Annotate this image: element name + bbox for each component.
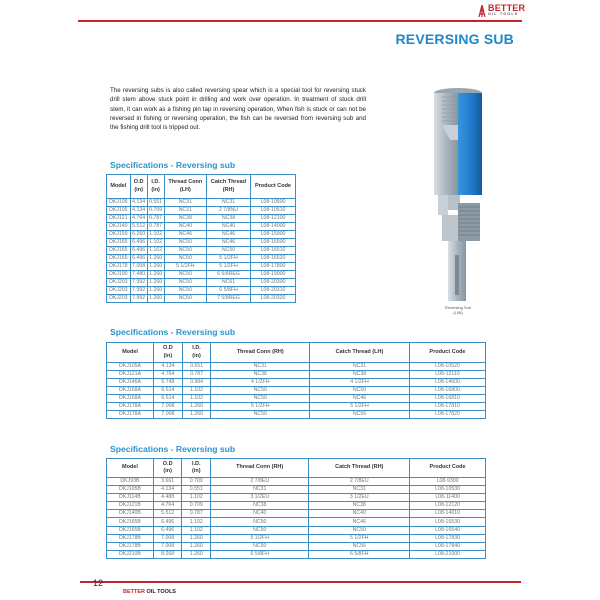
brand-logo — [478, 2, 525, 18]
table-cell: L08-12110 — [409, 371, 485, 379]
table-cell: 1.102 — [182, 395, 211, 403]
table-cell: NC31 — [164, 207, 206, 215]
caption-line1: Reversing Sub — [444, 305, 472, 310]
table-row — [107, 542, 486, 550]
column-header: Product Code — [250, 175, 295, 199]
table-cell: NC46 — [207, 231, 251, 239]
table-row — [107, 215, 296, 223]
table-cell: DKJ114B — [107, 494, 154, 502]
table-cell: 4 1/2FH — [211, 379, 310, 387]
table-cell: 5 1/2FH — [309, 534, 410, 542]
table-cell: L08-10500 — [250, 199, 295, 207]
table-cell: NC50 — [164, 239, 206, 247]
table-cell: DKJ168A — [107, 387, 154, 395]
spec-table-3 — [106, 458, 486, 559]
table-cell: NC50 — [164, 287, 206, 295]
table-cell: L08-17810 — [409, 403, 485, 411]
table-cell: 1.260 — [182, 403, 211, 411]
footer-brand — [123, 589, 176, 595]
table-cell: 5 1/2FH — [211, 534, 309, 542]
table-cell: 1.260 — [182, 550, 211, 558]
table-cell: DKJ121 — [107, 215, 131, 223]
table-cell: 7 5/8REG — [207, 295, 251, 303]
table-cell: 0.551 — [182, 486, 211, 494]
table-cell: 6.496 — [132, 255, 146, 261]
table-cell: 5.512 — [132, 223, 146, 229]
table-row — [107, 502, 486, 510]
table-row — [107, 239, 296, 247]
table-cell: 1.102 — [149, 231, 163, 237]
spec-table-1 — [106, 174, 296, 303]
table-cell: L08-10510 — [250, 207, 295, 215]
table-cell: 6.496 — [132, 239, 146, 245]
table-cell: DKJ190 — [107, 271, 131, 279]
table-cell: DKJ178 — [107, 263, 131, 271]
table-cell: NC50 — [164, 295, 206, 303]
table-cell: 4.764 — [153, 502, 182, 510]
table-header-row — [107, 459, 486, 478]
table-cell: DKJ165 — [107, 255, 131, 263]
table-cell: NC31 — [309, 486, 410, 494]
table-cell: NC50 — [309, 526, 410, 534]
table-cell: L08-15900 — [250, 231, 295, 239]
table-cell: L08-17800 — [250, 263, 295, 271]
table-cell: 7.008 — [153, 542, 182, 550]
table-cell: DKJ140B — [107, 510, 154, 518]
table-cell: DKJ210B — [107, 550, 154, 558]
table-cell: NC50 — [211, 542, 309, 550]
table-cell: NC50 — [164, 247, 206, 255]
table-cell: 4.764 — [132, 215, 146, 221]
table-cell: 7.992 — [132, 287, 146, 293]
table-cell: DKJ178B — [107, 534, 154, 542]
table-cell: 3 1/2EU — [211, 494, 309, 502]
column-header: I.D. (in) — [182, 459, 211, 478]
table-cell: NC46 — [309, 518, 410, 526]
table-cell: 1.102 — [149, 239, 163, 245]
table-cell: 1.102 — [182, 526, 211, 534]
table-cell: NC50 — [164, 255, 206, 263]
table-cell: L08-12120 — [410, 502, 486, 510]
logo-sub-text: OIL TOOLS — [488, 11, 519, 16]
table-cell: 6 5/8FH — [211, 550, 309, 558]
table-row — [107, 295, 296, 303]
table-cell: 1.260 — [182, 542, 211, 550]
table-cell: DKJ203 — [107, 295, 131, 303]
column-header: Model — [107, 175, 131, 199]
table-cell: NC50 — [164, 271, 206, 279]
table-row — [107, 510, 486, 518]
table-cell: DKJ203 — [107, 287, 131, 295]
logo-main-text: BETTER — [488, 2, 526, 13]
table-row — [107, 287, 296, 295]
table-row — [107, 199, 296, 207]
table-cell: NC50 — [211, 411, 310, 419]
table-row — [107, 494, 486, 502]
table-row — [107, 387, 486, 395]
table-cell: NC50 — [310, 387, 410, 395]
table-row — [107, 478, 486, 486]
table-cell: DKJ165B — [107, 518, 154, 526]
table-cell: NC38 — [211, 502, 309, 510]
table-cell: L08-12100 — [250, 215, 295, 223]
table-cell: 4.134 — [132, 199, 146, 205]
table-cell: NC50 — [164, 279, 206, 287]
table-cell: DKJ105 — [107, 207, 131, 215]
table-cell: NC50 — [211, 518, 309, 526]
table-cell: 1.260 — [182, 534, 211, 542]
table-cell: 6 5/8REG — [207, 271, 251, 279]
footer-rule — [80, 581, 521, 583]
footer-brand-dark: OIL TOOLS — [145, 589, 176, 595]
table-cell: DKJ105A — [107, 363, 154, 371]
table-cell: 0.787 — [182, 371, 211, 379]
table-cell: NC40 — [164, 223, 206, 231]
table-cell: NC40 — [211, 510, 309, 518]
table-cell: 6.496 — [153, 526, 182, 534]
table-row — [107, 518, 486, 526]
table-row — [107, 207, 296, 215]
table-cell: 5.512 — [153, 510, 182, 518]
table-row — [107, 395, 486, 403]
table-cell: 1.102 — [182, 518, 211, 526]
column-header: Catch Thread (RH) — [309, 459, 410, 478]
table-cell: 0.709 — [182, 478, 211, 486]
table-cell: NC46 — [164, 231, 206, 239]
table-cell: NC31 — [207, 199, 251, 207]
table-cell: L08-16510 — [250, 247, 295, 255]
table-row — [107, 247, 296, 255]
table-header-row — [107, 343, 486, 363]
table-row — [107, 526, 486, 534]
table-cell: L08-16800 — [409, 387, 485, 395]
table-cell: 0.551 — [149, 199, 163, 205]
column-header: Catch Thread (LH) — [310, 343, 410, 363]
table-cell: 3.661 — [153, 478, 182, 486]
column-header: I.D. (in) — [147, 175, 164, 199]
table-cell: 0.709 — [149, 207, 163, 213]
page-number: 12 — [93, 578, 104, 588]
table-cell: NC50 — [211, 387, 310, 395]
table-cell: DKJ146A — [107, 379, 154, 387]
table-cell: NC38 — [211, 371, 310, 379]
blue-sleeve — [458, 93, 482, 195]
table-cell: NC56 — [309, 542, 410, 550]
table-row — [107, 403, 486, 411]
column-header: Catch Thread (RH) — [207, 175, 251, 199]
table-cell: 5 1/2FH — [164, 263, 206, 271]
table-cell: L08-14010 — [410, 510, 486, 518]
table-cell: 1.260 — [149, 255, 163, 261]
table-cell: L08-9300 — [410, 478, 486, 486]
table-cell: 2 7/8EU — [211, 478, 309, 486]
table-cell: L08-20300 — [250, 279, 295, 287]
table-cell: NC31 — [310, 363, 410, 371]
table-cell: NC31 — [211, 363, 310, 371]
table-cell: DKJ93B — [107, 478, 154, 486]
column-header: I.D. (in) — [182, 343, 211, 363]
table-cell: 1.260 — [149, 295, 163, 301]
table-cell: NC31 — [164, 199, 206, 207]
table-cell: 5 1/2FH — [207, 263, 251, 271]
table-row — [107, 279, 296, 287]
table-cell: DKJ159 — [107, 231, 131, 239]
table-cell: NC38 — [207, 215, 251, 223]
section-title-1: Specifications - Reversing sub — [110, 160, 236, 170]
table-cell: 0.787 — [182, 510, 211, 518]
table-cell: L08-17820 — [409, 411, 485, 419]
table-cell: DKJ203 — [107, 279, 131, 287]
section-title-2: Specifications - Reversing sub — [110, 327, 236, 337]
table-row — [107, 371, 486, 379]
table-row — [107, 223, 296, 231]
table-cell: L08-16810 — [409, 395, 485, 403]
table-cell: 4.488 — [153, 494, 182, 502]
illustration-caption — [432, 305, 484, 315]
table-row — [107, 255, 296, 263]
column-header: O.D (in) — [130, 175, 147, 199]
table-cell: L08-16520 — [250, 255, 295, 263]
table-cell: 7.992 — [132, 295, 146, 301]
table-cell: 3 1/2EU — [309, 494, 410, 502]
table-cell: NC38 — [310, 371, 410, 379]
table-cell: 0.551 — [182, 363, 211, 371]
intro-paragraph: The reversing subs is also called reversing spear which is a special tool for reversing stuck drill stem above stuck point in drilling and work over operation. In treatment of stuck drill stem, it can work as a fishing pin tap in reversing operation, When fish is stuck or can not be reversed in fishing or reversing operation, the fish can be reversed from reversing sub and the fishing drill tool is tripped out. — [110, 87, 366, 132]
table-cell: NC56 — [310, 411, 410, 419]
table-cell: 6 5/8FH — [207, 287, 251, 295]
column-header: Product Code — [409, 343, 485, 363]
header-rule — [78, 20, 522, 22]
table-cell: 5.748 — [154, 379, 183, 387]
footer-brand-red: BETTER — [123, 589, 145, 595]
table-cell: 4.134 — [153, 486, 182, 494]
column-header: Product Code — [410, 459, 486, 478]
table-cell: NC50 — [207, 247, 251, 255]
page-title: REVERSING SUB — [395, 31, 514, 47]
table-cell: L08-14000 — [250, 223, 295, 231]
table-cell: L08-10530 — [410, 486, 486, 494]
table-cell: DKJ178A — [107, 411, 154, 419]
column-header: Thread Conn (RH) — [211, 459, 309, 478]
table-row — [107, 231, 296, 239]
table-cell: 0.984 — [182, 379, 211, 387]
table-cell: 4.764 — [154, 371, 183, 379]
table-cell: 6.260 — [132, 231, 146, 237]
table-cell: L08-20320 — [250, 295, 295, 303]
column-header: Model — [107, 343, 154, 363]
table-cell: NC50 — [211, 526, 309, 534]
section-title-3: Specifications - Reversing sub — [110, 444, 236, 454]
table-cell: DKJ121A — [107, 371, 154, 379]
table-row — [107, 263, 296, 271]
table-row — [107, 550, 486, 558]
table-cell: L08-17830 — [410, 534, 486, 542]
table-row — [107, 486, 486, 494]
caption-line2: (L08) — [453, 310, 463, 315]
table-cell: 1.260 — [182, 411, 211, 419]
table-cell: 1.260 — [149, 263, 163, 269]
table-cell: L08-10520 — [409, 363, 485, 371]
table-cell: 7.992 — [132, 279, 146, 285]
table-cell: NC40 — [207, 223, 251, 231]
table-cell: L08-17840 — [410, 542, 486, 550]
reversing-sub-illustration — [428, 85, 488, 303]
column-header: Model — [107, 459, 154, 478]
table-header-row — [107, 175, 296, 199]
table-cell: 6.614 — [154, 387, 183, 395]
column-header: O.D (in) — [153, 459, 182, 478]
table-cell: 1.102 — [182, 494, 211, 502]
table-cell: DKJ165 — [107, 247, 131, 255]
table-cell: 6 5/8FH — [309, 550, 410, 558]
table-cell: L08-19000 — [250, 271, 295, 279]
column-header: Thread Conn (LH) — [164, 175, 206, 199]
column-header: O.D (in) — [154, 343, 183, 363]
table-cell: NC38 — [309, 502, 410, 510]
table-cell: NC38 — [164, 215, 206, 223]
table-cell: DKJ105 — [107, 199, 131, 207]
table-cell: 1.260 — [149, 287, 163, 293]
table-cell: 0.709 — [182, 502, 211, 510]
table-row — [107, 271, 296, 279]
table-cell: L08-20310 — [250, 287, 295, 295]
table-cell: DKJ168A — [107, 395, 154, 403]
table-cell: 5 1/2FH — [207, 255, 251, 263]
table-cell: L08-16500 — [250, 239, 295, 247]
table-cell: L08-11400 — [410, 494, 486, 502]
table-row — [107, 363, 486, 371]
table-cell: 7.008 — [154, 411, 183, 419]
table-cell: L08-14600 — [409, 379, 485, 387]
table-cell: NC31 — [211, 486, 309, 494]
table-cell: 7.008 — [154, 403, 183, 411]
table-cell: 1.260 — [149, 279, 163, 285]
table-cell: 6.496 — [132, 247, 146, 253]
table-cell: 0.787 — [149, 215, 163, 221]
table-cell: DKJ165B — [107, 526, 154, 534]
table-cell: 1.260 — [149, 271, 163, 277]
table-cell: 8.268 — [153, 550, 182, 558]
table-cell: DKJ178A — [107, 403, 154, 411]
table-cell: 1.102 — [149, 247, 163, 253]
table-cell: NC50 — [211, 395, 310, 403]
table-cell: L08-16530 — [410, 518, 486, 526]
table-cell: 7.008 — [132, 263, 146, 269]
table-cell: NC61 — [207, 279, 251, 287]
table-cell: 1.102 — [182, 387, 211, 395]
table-cell: 6.496 — [153, 518, 182, 526]
table-row — [107, 411, 486, 419]
table-cell: 6.614 — [154, 395, 183, 403]
table-row — [107, 379, 486, 387]
table-cell: DKJ140 — [107, 223, 131, 231]
table-cell: DKJ121B — [107, 502, 154, 510]
table-row — [107, 534, 486, 542]
table-cell: NC40 — [309, 510, 410, 518]
table-cell: 5 1/2FH — [310, 403, 410, 411]
table-cell: L08-21000 — [410, 550, 486, 558]
table-cell: 4.134 — [132, 207, 146, 213]
table-cell: 7.008 — [153, 534, 182, 542]
spec-table-2 — [106, 342, 486, 419]
table-cell: L08-16540 — [410, 526, 486, 534]
table-cell: 0.787 — [149, 223, 163, 229]
table-cell: DKJ165 — [107, 239, 131, 247]
table-cell: NC46 — [310, 395, 410, 403]
table-cell: 2 7/8EU — [309, 478, 410, 486]
table-cell: 4.134 — [154, 363, 183, 371]
table-cell: 5 1/2FH — [211, 403, 310, 411]
derrick-icon — [478, 4, 486, 16]
table-cell: 4 1/2FH — [310, 379, 410, 387]
table-cell: NC46 — [207, 239, 251, 247]
table-cell: 7.480 — [132, 271, 146, 277]
column-header: Thread Conn (RH) — [211, 343, 310, 363]
table-cell: 2 7/8NU — [207, 207, 251, 215]
table-cell: DKJ178B — [107, 542, 154, 550]
table-cell: DKJ105B — [107, 486, 154, 494]
